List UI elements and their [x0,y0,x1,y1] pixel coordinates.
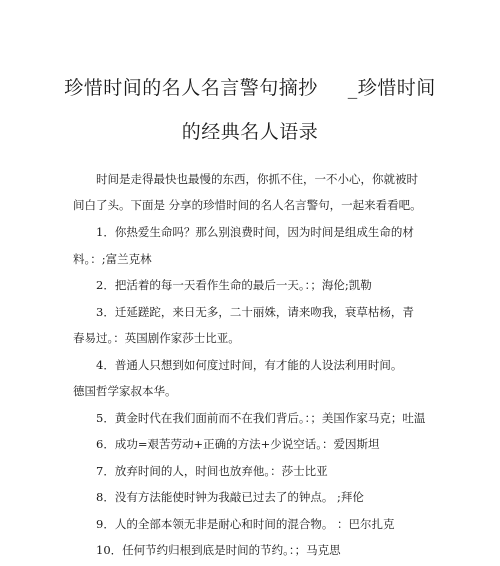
quote-9-line-1: 9．人的全部本领无非是耐心和时间的混合物。 ：巴尔扎克 [96,517,395,531]
quote-4-line-1: 4．普通人只想到如何度过时间，有才能的人设法利用时间。 [96,358,403,372]
quote-1-line-1: 1．你热爱生命吗？那么别浪费时间，因为时间是组成生命的材 [96,225,414,239]
quote-6-line-1: 6．成功=艰苦劳动+正确的方法+少说空话。：爱因斯坦 [96,437,380,451]
quote-3-line-2: 春易过。：英国剧作家莎士比亚。 [73,331,240,345]
title-part-1: 珍惜时间的名人名言警句摘抄 [64,77,318,99]
quote-7-line-1: 7．放弃时间的人，时间也放弃他。：莎士比亚 [96,464,328,478]
quote-4-line-2: 德国哲学家叔本华。 [73,384,177,398]
intro-line-1: 时间是走得最快也最慢的东西，你抓不住，一不小心，你就被时 [96,172,418,186]
intro-line-2: 间白了头。下面是 分享的珍惜时间的名人名言警句，一起来看看吧。 [73,198,422,212]
document-title [0,73,500,100]
quote-3-line-1: 3．迁延蹉跎，来日无多，二十丽姝，请来吻我，衰草枯杨，青 [96,305,414,319]
quote-10-line-1: 10．任何节约归根到底是时间的节约。：；马克思 [96,543,341,557]
quote-8-line-1: 8．没有方法能使时钟为我敲已过去了的钟点。 ;拜伦 [96,490,364,504]
quote-5-line-1: 5．黄金时代在我们面前而不在我们背后。：；美国作家马克；吐温 [96,411,426,425]
quote-1-line-2: 料。：;富兰克林 [73,252,152,266]
quote-2-line-1: 2．把活着的每一天看作生命的最后一天。：；海伦;凯勒 [96,278,372,292]
document-title-line-2: 的经典名人语录 [181,121,319,143]
title-part-2: _珍惜时间 [347,77,436,99]
